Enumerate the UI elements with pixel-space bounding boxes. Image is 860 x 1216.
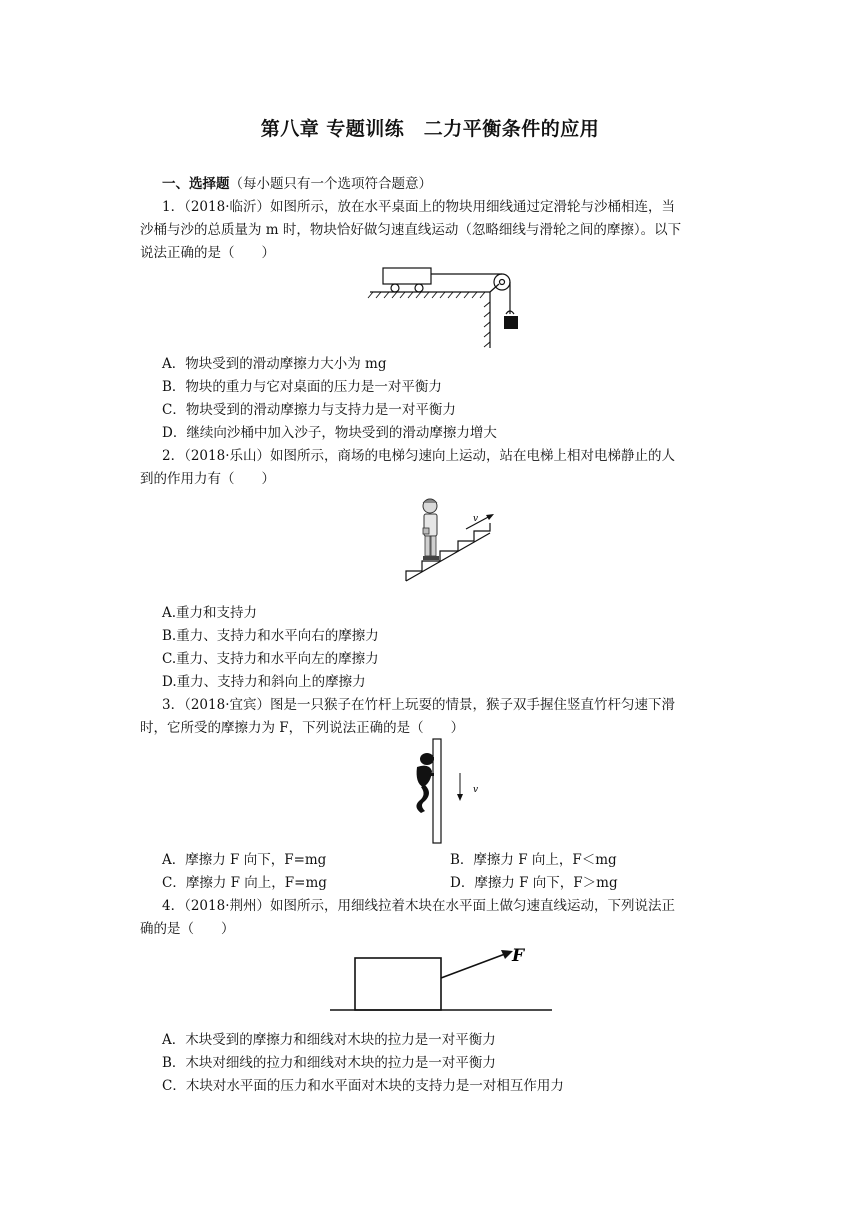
question-2-option-c: C.重力、支持力和水平向左的摩擦力 — [162, 651, 379, 667]
question-1-option-d: D．继续向沙桶中加入沙子，物块受到的滑动摩擦力增大 — [162, 425, 497, 441]
question-1-line-3: 说法正确的是（ ） — [140, 245, 275, 261]
question-3-line-2: 时，它所受的摩擦力为 F，下列说法正确的是（ ） — [140, 720, 465, 736]
question-2-line-2: 到的作用力有（ ） — [140, 471, 275, 487]
escalator-velocity-label: v — [473, 514, 479, 524]
question-2-option-a: A.重力和支持力 — [162, 605, 258, 621]
section-heading — [162, 173, 432, 195]
question-1-line-2: 沙桶与沙的总质量为 m 时，物块恰好做匀速直线运动（忽略细线与滑轮之间的摩擦）。以下 — [140, 222, 682, 238]
section-heading-note: （每小题只有一个选项符合题意） — [229, 176, 432, 192]
monkey-icon — [416, 753, 434, 813]
page-title: 第八章 专题训练 二力平衡条件的应用 — [260, 118, 600, 140]
question-3-option-d: D．摩擦力 F 向下，F＞mg — [450, 875, 618, 891]
question-4-line-2: 确的是（ ） — [140, 921, 235, 937]
question-4-option-a: A．木块受到的摩擦力和细线对木块的拉力是一对平衡力 — [162, 1032, 496, 1048]
person-icon — [423, 499, 439, 560]
question-2-option-b: B.重力、支持力和水平向右的摩擦力 — [162, 628, 379, 644]
question-3-option-b: B．摩擦力 F 向上，F＜mg — [450, 852, 617, 868]
question-4-option-c: C．木块对水平面的压力和水平面对木块的支持力是一对相互作用力 — [162, 1078, 564, 1094]
question-1-line-1: 1．（2018·临沂）如图所示，放在水平桌面上的物块用细线通过定滑轮与沙桶相连，当 — [162, 199, 675, 215]
question-3-line-1: 3．（2018·宜宾）图是一只猴子在竹杆上玩耍的情景，猴子双手握住竖直竹杆匀速下滑 — [162, 697, 675, 713]
force-label: F — [512, 946, 525, 966]
question-1-option-c: C．物块受到的滑动摩擦力与支持力是一对平衡力 — [162, 402, 456, 418]
question-4-line-1: 4．（2018·荆州）如图所示，用细线拉着木块在水平面上做匀速直线运动，下列说法正 — [162, 898, 675, 914]
question-4-option-b: B．木块对细线的拉力和细线对木块的拉力是一对平衡力 — [162, 1055, 496, 1071]
question-2-option-d: D.重力、支持力和斜向上的摩擦力 — [162, 674, 366, 690]
monkey-pole-diagram — [405, 737, 495, 847]
question-1-option-b: B．物块的重力与它对桌面的压力是一对平衡力 — [162, 379, 442, 395]
question-2-line-1: 2．（2018·乐山）如图所示，商场的电梯匀速向上运动，站在电梯上相对电梯静止的人 — [162, 448, 675, 464]
question-3-option-c: C．摩擦力 F 向上，F=mg — [162, 875, 327, 891]
monkey-velocity-label: v — [473, 785, 479, 795]
bamboo-pole — [433, 739, 441, 843]
question-3-option-a: A．摩擦力 F 向下，F=mg — [162, 852, 327, 868]
question-1-option-a: A．物块受到的滑动摩擦力大小为 mg — [162, 356, 387, 372]
pulley-diagram — [365, 262, 525, 352]
block-pull-diagram — [330, 940, 560, 1016]
section-heading-label: 一、选择题 — [162, 176, 230, 192]
escalator-diagram — [400, 493, 500, 585]
